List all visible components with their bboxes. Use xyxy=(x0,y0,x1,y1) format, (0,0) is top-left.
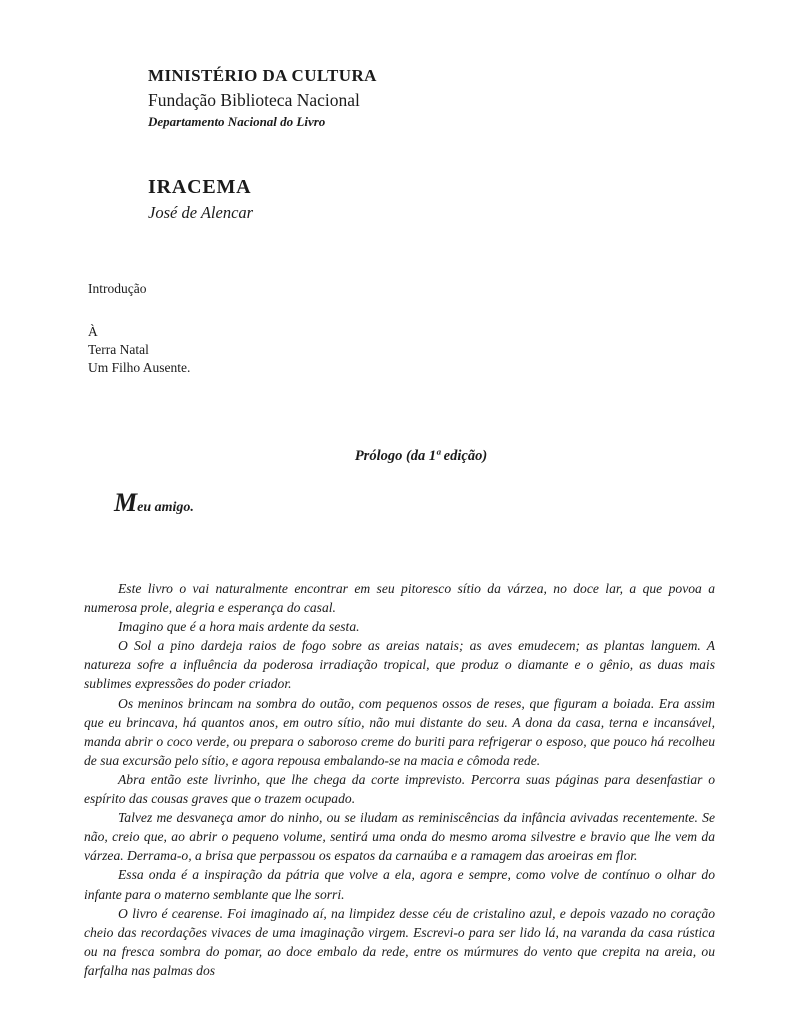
dedication-line: À xyxy=(88,324,98,339)
prologue-paragraph: Abra então este livrinho, que lhe chega da corte imprevisto. Percorra suas páginas para desenfastiar o espírito das cousas graves que o trazem ocupado. xyxy=(84,771,715,807)
prologue-paragraph: Os meninos brincam na sombra do outão, com pequenos ossos de reses, que figuram a boiada. Era assim que eu brincava, há quantos anos, em outro sítio, não mui distante do seu. A dona da casa, terna e incansável, manda abrir o coco verde, ou prepara o saboroso creme do buriti para refrigerar o esposo, que pouco há recolheu de sua excursão pelo sítio, e agora repousa embalando-se na macia e cômoda rede. xyxy=(84,695,715,768)
prologue-heading: Prólogo (da 1ª edição) xyxy=(354,448,488,464)
prologue-paragraph: Essa onda é a inspiração da pátria que volve a ela, agora e sempre, como volve de contínuo o olhar do infante para o materno semblante que lhe sorri. xyxy=(84,867,715,902)
dedication-line: Um Filho Ausente. xyxy=(88,360,191,375)
title-block xyxy=(148,175,253,225)
book-title: IRACEMA xyxy=(148,176,252,198)
department-line: Departamento Nacional do Livro xyxy=(148,114,326,129)
dedication xyxy=(88,323,190,377)
prologue-paragraph: O livro é cearense. Foi imaginado aí, na limpidez desse céu de cristalino azul, e depois vazado no coração cheio das recordações vivaces de uma imaginação virgem. Escrevi-o para ser lido lá, na varanda da casa rústica ou na fresca sombra do pomar, ao doce embalo da rede, entre os múrmures do vento que crepita na areia, ou farfalha nas palmas dos xyxy=(84,905,715,978)
prologue-paragraph: Este livro o vai naturalmente encontrar em seu pitoresco sítio da várzea, no doce lar, a que povoa a numerosa prole, alegria e esperança do casal. xyxy=(84,581,715,616)
prologue-paragraph: Talvez me desvaneça amor do ninho, ou se iludam as reminiscências da infância avivadas recentemente. Se não, creio que, ao abrir o pequeno volume, sentirá uma onda do mesmo aroma silvestre e bravio que lhe vem da várzea. Derrama-o, a brisa que perpassou os espatos da carnaúba e a ramagem das aroeiras em flor. xyxy=(84,810,715,864)
foundation-line: Fundação Biblioteca Nacional xyxy=(148,90,360,110)
prologue-paragraph: O Sol a pino dardeja raios de fogo sobre as areias natais; as aves emudecem; as plantas languem. A natureza sofre a influência da poderosa irradiação tropical, que produz o diamante e o gênio, as duas mais sublimes expressões do poder criador. xyxy=(84,638,715,692)
publisher-header xyxy=(148,64,377,130)
salutation-initial: M xyxy=(114,488,138,517)
section-heading: Introdução xyxy=(88,281,147,296)
salutation xyxy=(114,488,194,518)
dedication-line: Terra Natal xyxy=(88,342,149,357)
prologue-paragraph: Imagino que é a hora mais ardente da sesta. xyxy=(118,619,360,635)
ministry-line: MINISTÉRIO DA CULTURA xyxy=(148,66,377,85)
salutation-rest: eu amigo. xyxy=(137,500,194,515)
prologue-text xyxy=(84,579,715,980)
book-author: José de Alencar xyxy=(148,203,254,222)
